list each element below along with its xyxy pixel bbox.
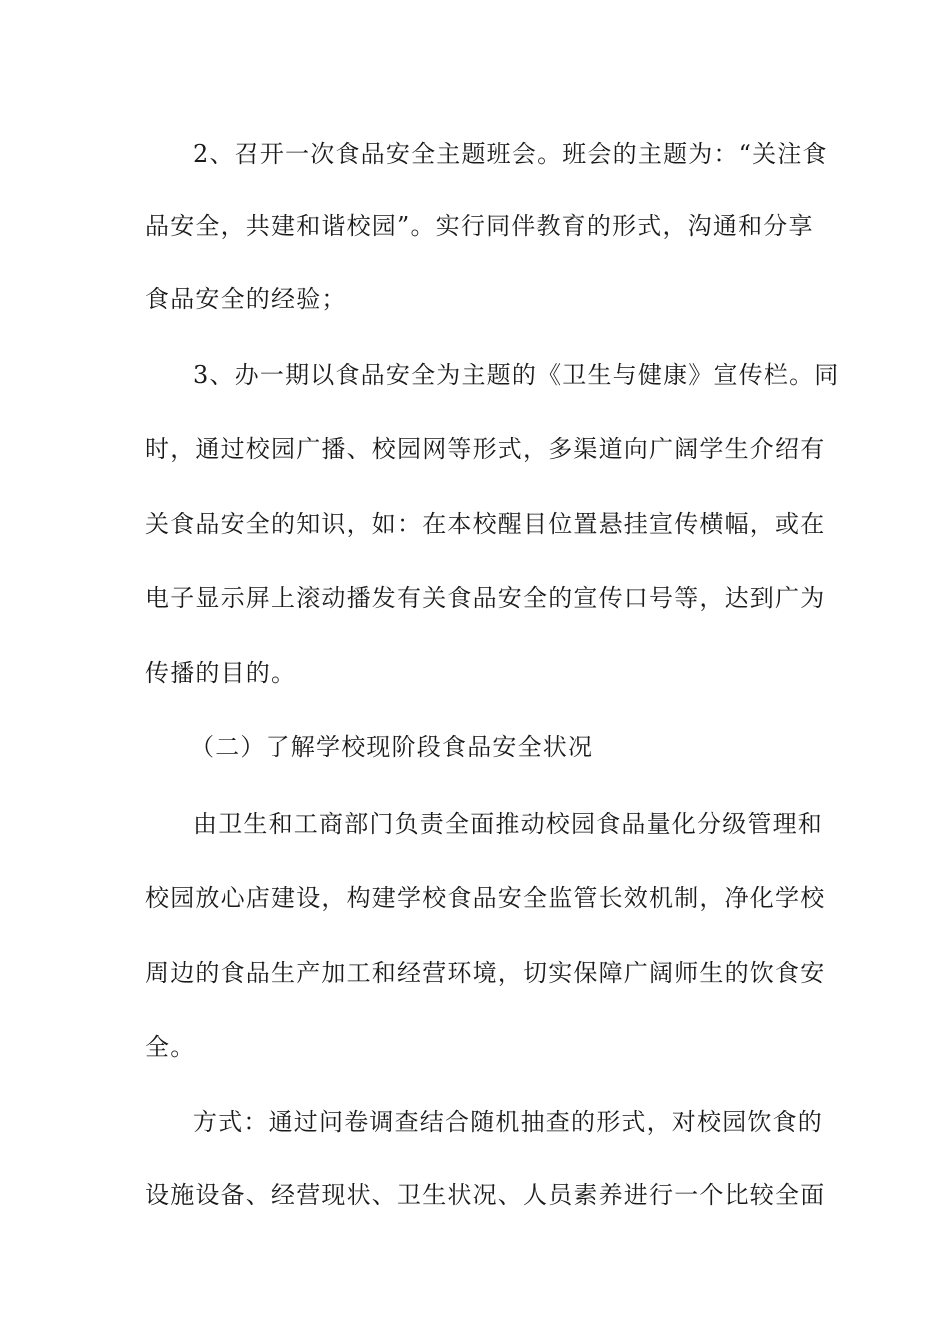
paragraph-4-line-1: 由卫生和工商部门负责全面推动校园食品量化分级管理和: [193, 810, 823, 838]
paragraph-3-line-2: 时，通过校园广播、校园网等形式，多渠道向广阔学生介绍有: [145, 435, 826, 463]
paragraph-3-line-4: 电子显示屏上滚动播发有关食品安全的宣传口号等，达到广为: [145, 584, 826, 612]
paragraph-4-line-2: 校园放心店建设，构建学校食品安全监管长效机制，净化学校: [145, 884, 826, 912]
paragraph-5-line-2: 设施设备、经营现状、卫生状况、人员素养进行一个比较全面: [145, 1181, 826, 1209]
paragraph-5-line-1: 方式：通过问卷调查结合随机抽查的形式，对校园饮食的: [193, 1108, 823, 1136]
paragraph-3-line-3: 关食品安全的知识，如：在本校醒目位置悬挂宣传横幅，或在: [145, 510, 826, 538]
paragraph-4-line-3: 周边的食品生产加工和经营环境，切实保障广阔师生的饮食安: [145, 959, 826, 987]
paragraph-2-line-2: 品安全，共建和谐校园”。实行同伴教育的形式，沟通和分享: [145, 212, 814, 240]
paragraph-3-line-5: 传播的目的。: [145, 659, 297, 687]
section-heading: （二）了解学校现阶段食品安全状况: [190, 733, 594, 761]
paragraph-4-line-4: 全。: [145, 1033, 196, 1061]
paragraph-3-line-1: 3、办一期以食品安全为主题的《卫生与健康》宣传栏。同: [193, 361, 840, 389]
paragraph-2-line-3: 食品安全的经验；: [145, 285, 347, 313]
paragraph-2-line-1: 2、召开一次食品安全主题班会。班会的主题为：“关注食: [193, 140, 828, 168]
